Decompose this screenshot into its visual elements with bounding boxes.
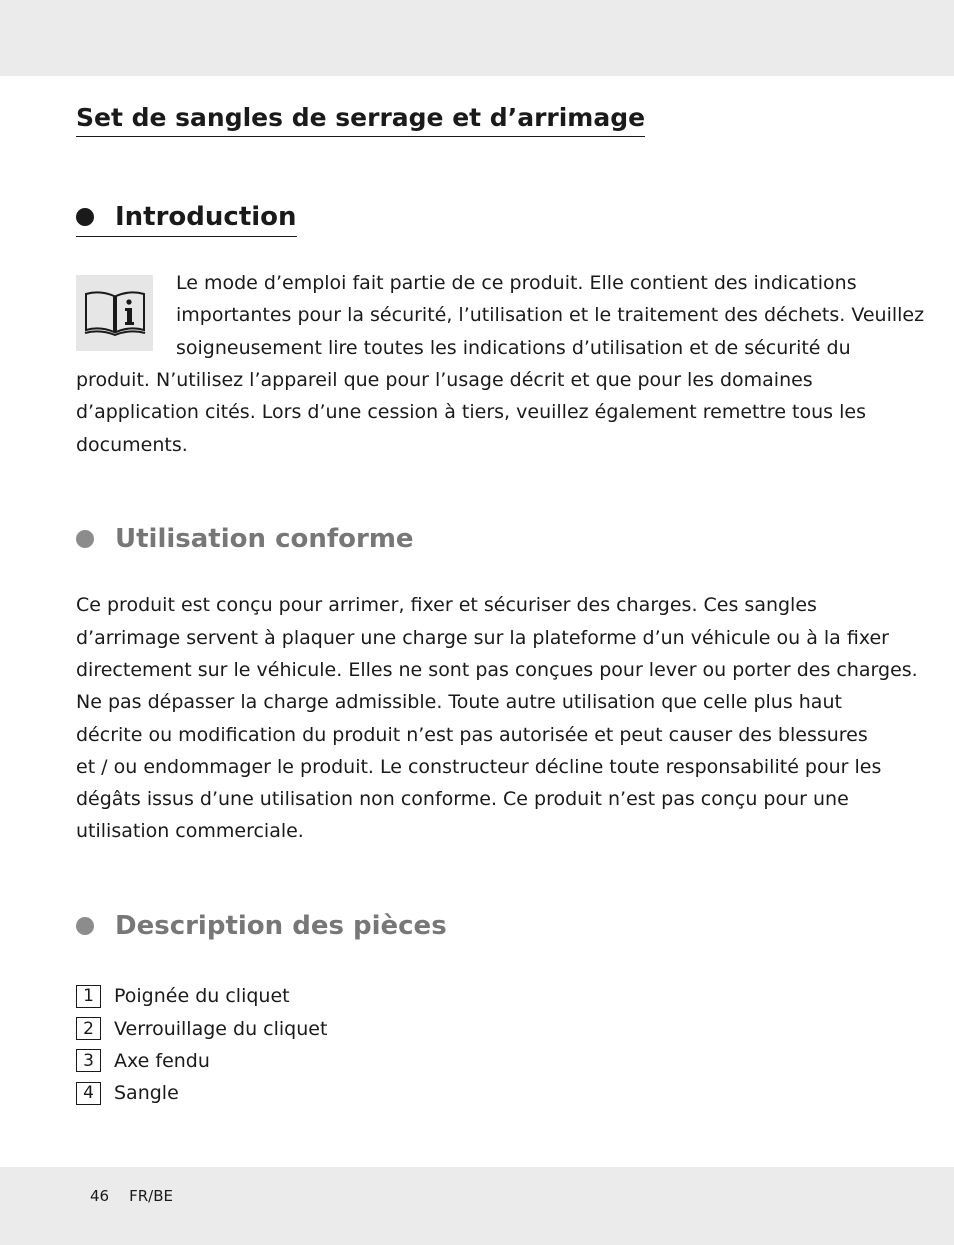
section-heading-utilisation bbox=[76, 521, 414, 557]
list-item bbox=[76, 1045, 327, 1077]
part-number-badge: 3 bbox=[76, 1049, 101, 1072]
usage-paragraph-line: et / ou endommager le produit. Le constructeur décline toute responsabilité pour les bbox=[76, 756, 882, 778]
bullet-dot-icon bbox=[76, 530, 94, 548]
part-number-badge: 1 bbox=[76, 985, 101, 1008]
part-number-badge: 2 bbox=[76, 1017, 101, 1040]
page-number: 46 bbox=[90, 1187, 110, 1205]
usage-paragraph-line: Ce produit est conçu pour arrimer, fixer et sécuriser des charges. Ces sangles bbox=[76, 594, 817, 616]
list-item bbox=[76, 1012, 327, 1044]
usage-paragraph-line: Ne pas dépasser la charge admissible. Toute autre utilisation que celle plus haut bbox=[76, 691, 842, 713]
part-label: Sangle bbox=[114, 1082, 179, 1105]
intro-paragraph-line: importantes pour la sécurité, l’utilisation et le traitement des déchets. Veuillez bbox=[176, 304, 925, 326]
intro-paragraph-line: produit. N’utilisez l’appareil que pour l’usage décrit et que pour les domaines bbox=[76, 369, 813, 391]
page-footer bbox=[90, 1187, 173, 1205]
top-band bbox=[0, 0, 954, 76]
section-heading-label: Description des pièces bbox=[115, 911, 447, 941]
document-title: Set de sangles de serrage et d’arrimage bbox=[76, 101, 645, 137]
locale-label: FR/BE bbox=[129, 1187, 173, 1205]
parts-list bbox=[76, 980, 327, 1110]
footer-band bbox=[0, 1167, 954, 1245]
usage-paragraph-line: utilisation commerciale. bbox=[76, 820, 304, 842]
list-item bbox=[76, 1077, 327, 1109]
intro-paragraph-line: soigneusement lire toutes les indications d’utilisation et de sécurité du bbox=[176, 337, 851, 359]
bullet-dot-icon bbox=[76, 208, 94, 226]
usage-paragraph-line: dégâts issus d’une utilisation non conforme. Ce produit n’est pas conçu pour une bbox=[76, 788, 849, 810]
part-label: Verrouillage du cliquet bbox=[114, 1017, 328, 1040]
part-label: Axe fendu bbox=[114, 1049, 210, 1072]
section-heading-label: Utilisation conforme bbox=[115, 524, 414, 554]
usage-paragraph-line: directement sur le véhicule. Elles ne sont pas conçues pour lever ou porter des charges. bbox=[76, 659, 918, 681]
usage-paragraph-line: décrite ou modification du produit n’est pas autorisée et peut causer des blessures bbox=[76, 724, 868, 746]
part-label: Poignée du cliquet bbox=[114, 985, 290, 1008]
part-number-badge: 4 bbox=[76, 1082, 101, 1105]
section-heading-label: Introduction bbox=[115, 202, 297, 232]
intro-paragraph-line: Le mode d’emploi fait partie de ce produit. Elle contient des indications bbox=[176, 272, 857, 294]
usage-paragraph-line: d’arrimage servent à plaquer une charge sur la plateforme d’un véhicule ou à la fixer bbox=[76, 627, 889, 649]
list-item bbox=[76, 980, 327, 1012]
section-heading-introduction bbox=[76, 199, 297, 237]
intro-paragraph-line: d’application cités. Lors d’une cession à tiers, veuillez également remettre tous les bbox=[76, 401, 866, 423]
info-manual-icon bbox=[76, 275, 153, 351]
bullet-dot-icon bbox=[76, 917, 94, 935]
intro-paragraph-line: documents. bbox=[76, 434, 188, 456]
section-heading-parts bbox=[76, 908, 447, 944]
